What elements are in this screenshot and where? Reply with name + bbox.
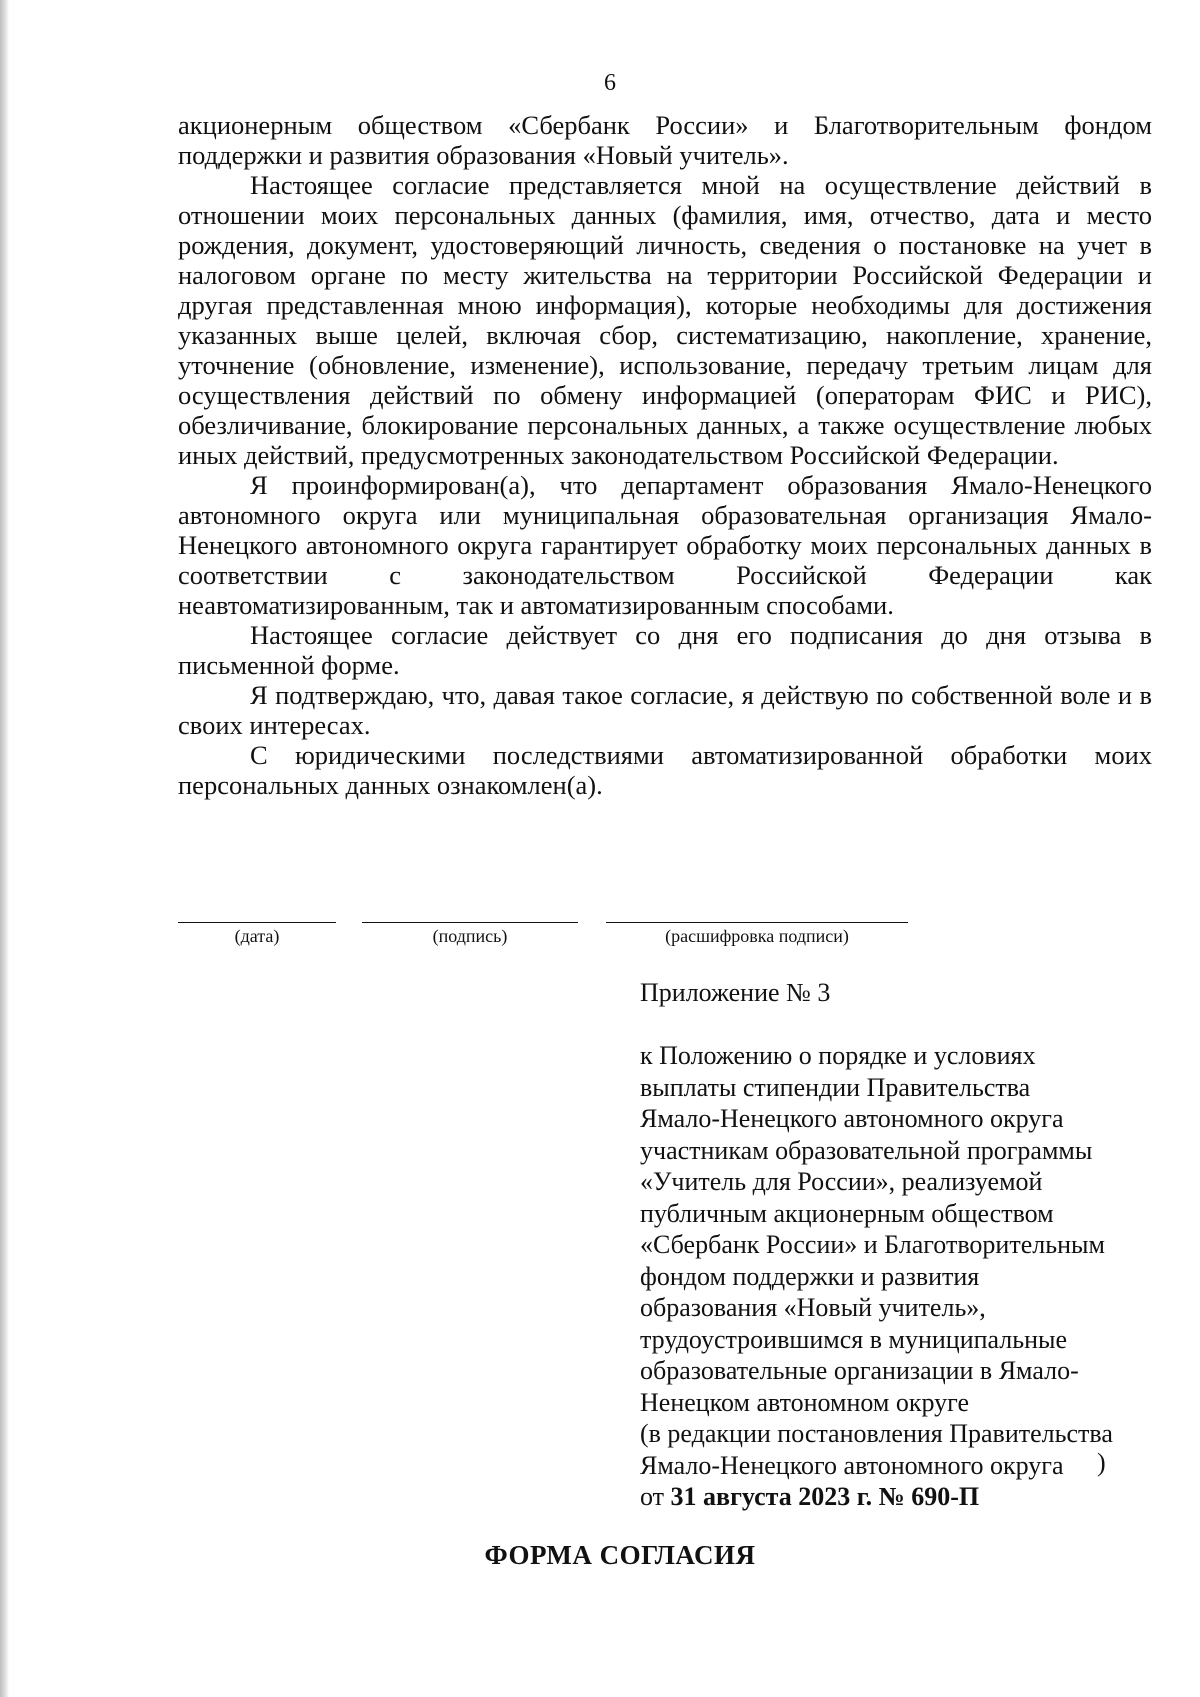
paragraph-consequences: С юридическими последствиями автоматизированной обработки моих персональных данных ознакомлен(а).	[178, 740, 1152, 800]
form-title: ФОРМА СОГЛАСИЯ	[484, 1540, 756, 1570]
paragraph-consent-scope: Настоящее согласие представляется мной на осуществление действий в отношении моих персональных данных (фамилия, имя, отчество, дата и место рождения, документ, удостоверяющий личность, сведения о постановке на учет в налоговом органе по месту жительства на территории Российской Федерации и другая представленная мною информация), которые необходимы для достижения указанных выше целей, включая сбор, систематизацию, накопление, хранение, уточнение (обновление, изменение), использование, передачу третьим лицам для осуществления действий по обмену информацией (операторам ФИС и РИС), обезличивание, блокирование персональных данных, а также осуществление любых иных действий, предусмотренных законодательством Российской Федерации.	[178, 170, 1152, 470]
appendix-line: (в редакции постановления Правительства	[640, 1419, 1113, 1448]
date-caption: (дата)	[234, 926, 280, 946]
appendix-line: фондом поддержки и развития	[640, 1261, 980, 1291]
resolution-date: 31 августа 2023 г. № 690-П	[670, 1482, 980, 1511]
appendix-line: участникам образовательной программы	[640, 1135, 1093, 1165]
date-line	[178, 922, 336, 923]
paragraph-continuation: акционерным обществом «Сбербанк России» и Благотворительным фондом поддержки и развития образования «Новый учитель».	[178, 110, 1152, 170]
signature-line	[362, 922, 578, 923]
page-number: 6	[604, 70, 616, 96]
appendix-line: Ямало-Ненецкого автономного округа	[640, 1450, 1064, 1480]
appendix-line: Ямало-Ненецкого автономного округа	[640, 1104, 1064, 1133]
paragraph-free-will: Я подтверждаю, что, давая такое согласие, я действую по собственной воле и в своих интересах.	[178, 680, 1152, 740]
appendix-line: к Положению о порядке и условиях	[640, 1041, 1036, 1070]
signature-caption: (подпись)	[432, 926, 508, 946]
appendix-line: «Учитель для России», реализуемой	[640, 1167, 1043, 1196]
appendix-reference	[640, 1040, 1160, 1513]
date-prefix: от	[640, 1482, 665, 1511]
appendix-line: трудоустроившимся в муниципальные	[640, 1324, 1068, 1354]
appendix-line: образовательные организации в Ямало-	[640, 1356, 1079, 1385]
appendix-line: Ненецком автономном округе	[640, 1387, 970, 1417]
paragraph-validity: Настоящее согласие действует со дня его подписания до дня отзыва в письменной форме.	[178, 620, 1152, 680]
decoding-line	[606, 922, 908, 923]
appendix-line: образования «Новый учитель»,	[640, 1293, 986, 1322]
closing-parenthesis: )	[1097, 1448, 1106, 1477]
scan-left-edge	[0, 0, 9, 1697]
consent-body	[178, 110, 1152, 800]
appendix-line: публичным акционерным обществом	[640, 1198, 1054, 1228]
decoding-caption: (расшифровка подписи)	[665, 926, 849, 946]
resolution-date-line	[640, 1481, 1160, 1513]
appendix-line: выплаты стипендии Правительства	[640, 1072, 1031, 1102]
paragraph-informed: Я проинформирован(а), что департамент образования Ямало-Ненецкого автономного округа или муниципальная образовательная организация Ямало-Ненецкого автономного округа гарантирует обработку моих персональных данных в соответствии с законодательством Российской Федерации как неавтоматизированным, так и автоматизированным способами.	[178, 470, 1152, 620]
appendix-line: «Сбербанк России» и Благотворительным	[640, 1230, 1105, 1259]
appendix-title: Приложение № 3	[640, 978, 831, 1007]
